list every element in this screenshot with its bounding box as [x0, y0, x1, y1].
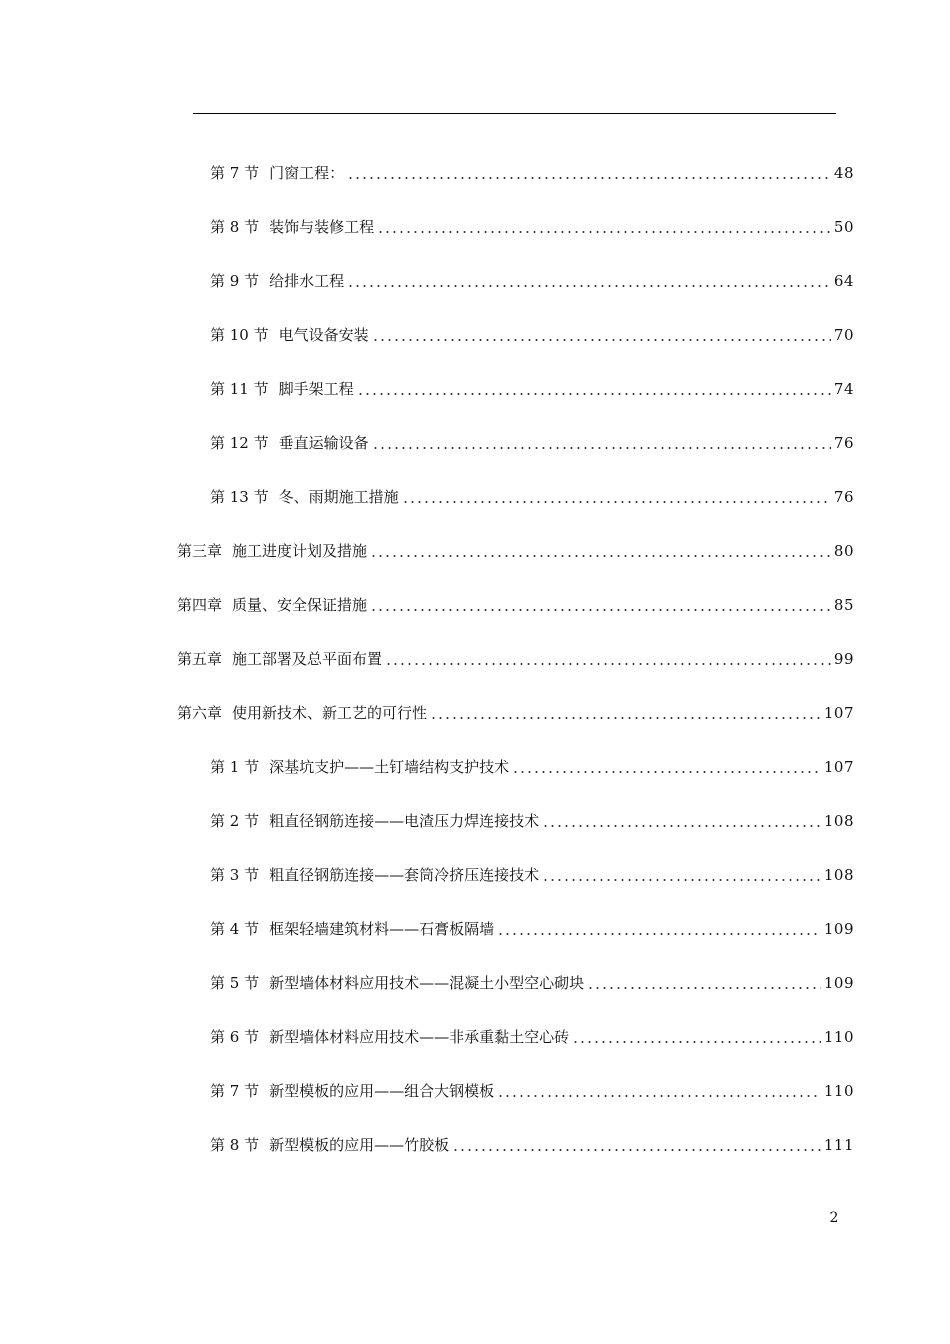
toc-entry-title: 电气设备安装 [278, 326, 369, 344]
toc-entry[interactable] [210, 917, 854, 941]
toc-entry-number: 第六章 [177, 704, 223, 722]
toc-entry-page: 76 [833, 434, 854, 452]
toc-entry-number: 第 9 节 [210, 272, 260, 290]
dot-leader [587, 987, 821, 989]
toc-entry[interactable] [210, 377, 854, 401]
dot-leader [497, 933, 821, 935]
dot-leader [542, 879, 821, 881]
toc-entry-number: 第 2 节 [210, 812, 260, 830]
toc-entry-title: 脚手架工程 [278, 380, 354, 398]
toc-entry-number: 第 12 节 [210, 434, 269, 452]
toc-entry-number: 第 13 节 [210, 488, 269, 506]
toc-entry-number: 第 10 节 [210, 326, 269, 344]
toc-entry-page: 48 [833, 164, 854, 182]
toc-entry-title: 新型模板的应用——组合大钢模板 [269, 1082, 495, 1100]
dot-leader [347, 285, 831, 287]
toc-entry[interactable] [177, 701, 854, 725]
toc-entry[interactable] [210, 215, 854, 239]
toc-entry-title: 施工进度计划及措施 [232, 542, 368, 560]
toc-entry-title: 深基坑支护——土钉墙结构支护技术 [269, 758, 510, 776]
toc-entry-page: 111 [823, 1136, 854, 1154]
toc-entry-page: 107 [823, 758, 854, 776]
toc-entry-page: 109 [823, 920, 854, 938]
dot-leader [372, 339, 831, 341]
dot-leader [370, 609, 831, 611]
dot-leader [542, 825, 821, 827]
toc-entry-title: 质量、安全保证措施 [232, 596, 368, 614]
toc-entry[interactable] [210, 971, 854, 995]
toc-entry[interactable] [210, 323, 854, 347]
toc-entry[interactable] [210, 161, 854, 185]
toc-entry-title: 门窗工程： [269, 164, 345, 182]
toc-entry-title: 施工部署及总平面布置 [232, 650, 383, 668]
toc-entry-page: 110 [823, 1028, 854, 1046]
toc-entry-number: 第 11 节 [210, 380, 269, 398]
toc-entry-page: 64 [833, 272, 854, 290]
toc-entry[interactable] [210, 485, 854, 509]
toc-entry[interactable] [210, 1025, 854, 1049]
toc-entry-title: 给排水工程 [269, 272, 345, 290]
toc-entry[interactable] [177, 647, 854, 671]
toc-entry-title: 粗直径钢筋连接——套筒冷挤压连接技术 [269, 866, 540, 884]
dot-leader [372, 447, 831, 449]
dot-leader [377, 231, 831, 233]
toc-entry-page: 50 [833, 218, 854, 236]
dot-leader [430, 717, 821, 719]
toc-entry-number: 第四章 [177, 596, 223, 614]
toc-entry-number: 第 5 节 [210, 974, 260, 992]
toc-entry[interactable] [210, 809, 854, 833]
toc-entry-page: 108 [823, 866, 854, 884]
dot-leader [385, 663, 831, 665]
toc-entry[interactable] [177, 539, 854, 563]
toc-entry-title: 垂直运输设备 [278, 434, 369, 452]
toc-entry-title: 新型墙体材料应用技术——混凝土小型空心砌块 [269, 974, 585, 992]
page-number: 2 [829, 1210, 839, 1226]
dot-leader [402, 501, 831, 503]
toc-entry-page: 70 [833, 326, 854, 344]
toc-entry-page: 108 [823, 812, 854, 830]
dot-leader [347, 177, 831, 179]
toc-entry-page: 99 [833, 650, 854, 668]
toc-entry[interactable] [210, 755, 854, 779]
toc-entry-page: 109 [823, 974, 854, 992]
toc-entry-number: 第 6 节 [210, 1028, 260, 1046]
toc-entry-number: 第 7 节 [210, 1082, 260, 1100]
toc-entry-number: 第三章 [177, 542, 223, 560]
toc-entry-number: 第五章 [177, 650, 223, 668]
dot-leader [452, 1149, 821, 1151]
toc-entry-number: 第 8 节 [210, 218, 260, 236]
toc-entry-page: 74 [833, 380, 854, 398]
toc-entry-title: 粗直径钢筋连接——电渣压力焊连接技术 [269, 812, 540, 830]
toc-entry-title: 使用新技术、新工艺的可行性 [232, 704, 428, 722]
toc-entry[interactable] [210, 863, 854, 887]
toc-entry[interactable] [210, 1133, 854, 1157]
toc-entry[interactable] [177, 593, 854, 617]
toc-entry-title: 新型模板的应用——竹胶板 [269, 1136, 450, 1154]
toc-entry-page: 76 [833, 488, 854, 506]
dot-leader [512, 771, 821, 773]
toc-entry-title: 新型墙体材料应用技术——非承重黏土空心砖 [269, 1028, 570, 1046]
toc-entry-page: 110 [823, 1082, 854, 1100]
toc-entry-page: 107 [823, 704, 854, 722]
toc-entry[interactable] [210, 431, 854, 455]
toc-entry-number: 第 4 节 [210, 920, 260, 938]
toc-entry-number: 第 1 节 [210, 758, 260, 776]
dot-leader [497, 1095, 821, 1097]
dot-leader [370, 555, 831, 557]
toc-entry-page: 85 [833, 596, 854, 614]
toc-entry-page: 80 [833, 542, 854, 560]
dot-leader [357, 393, 831, 395]
toc-entry[interactable] [210, 269, 854, 293]
toc-entry-title: 冬、雨期施工措施 [278, 488, 399, 506]
toc-entry[interactable] [210, 1079, 854, 1103]
toc-entry-number: 第 8 节 [210, 1136, 260, 1154]
toc-entry-title: 装饰与装修工程 [269, 218, 375, 236]
toc-entry-number: 第 7 节 [210, 164, 260, 182]
toc-entry-number: 第 3 节 [210, 866, 260, 884]
toc-entry-title: 框架轻墙建筑材料——石膏板隔墙 [269, 920, 495, 938]
dot-leader [572, 1041, 821, 1043]
